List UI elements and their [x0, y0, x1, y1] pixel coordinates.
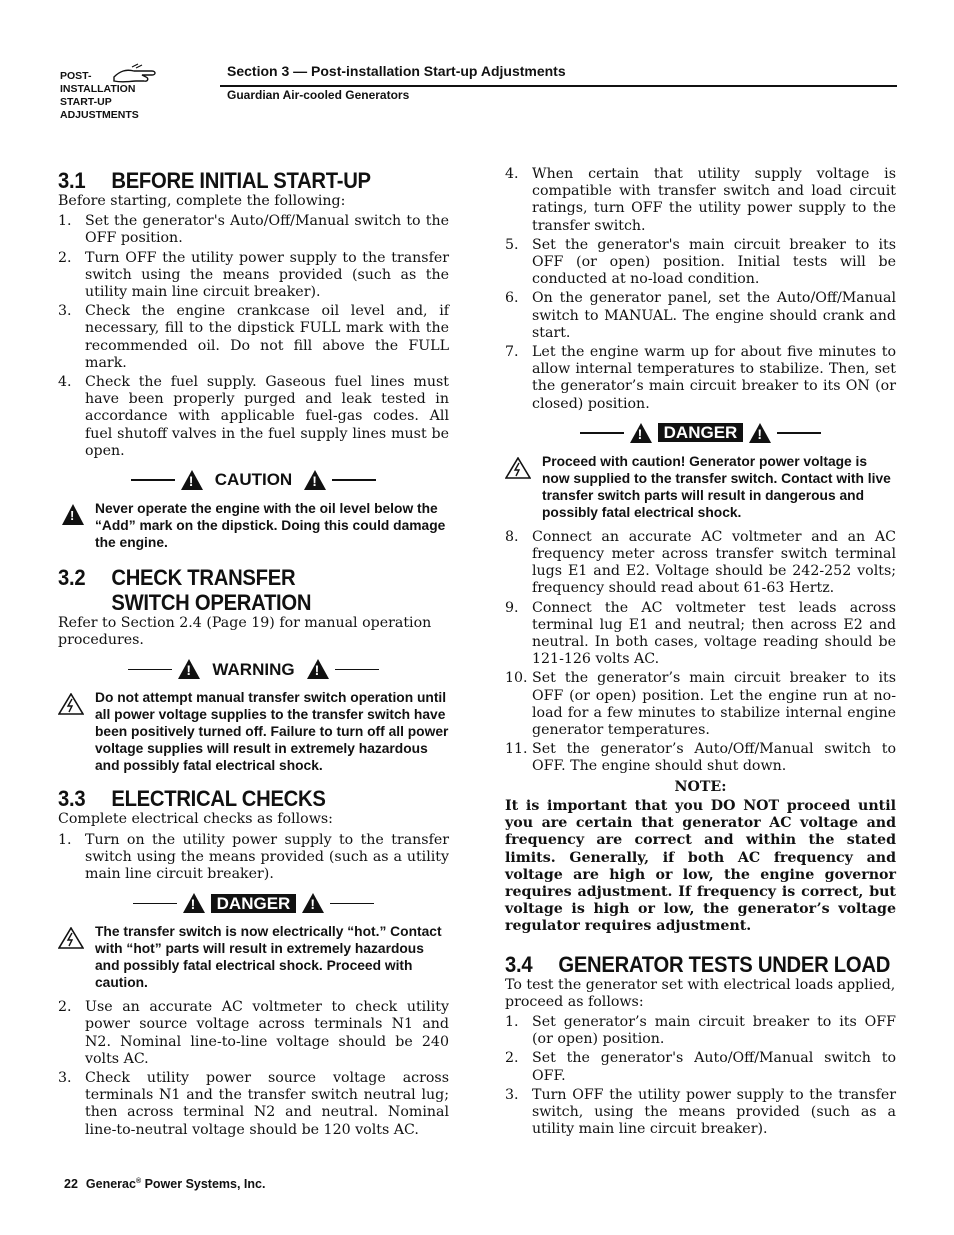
- list-item: 11. Set the generator’s Auto/Off/Manual switch to OFF. The engine should shut down.: [505, 741, 896, 775]
- list-item: 3. Check utility power source voltage across terminals N1 and the transfer switch neutral lug; then across terminal N2 and neutral. Nominal line-to-neutral voltage should be 120 volts AC.: [58, 1070, 449, 1138]
- warning-triangle-icon: [304, 470, 326, 490]
- header-divider: [220, 85, 897, 87]
- corner-tag-line: INSTALLATION: [60, 83, 136, 95]
- warning-triangle-icon: [181, 470, 203, 490]
- warning-label: WARNING: [212, 659, 295, 679]
- list-item: 2. Set the generator's Auto/Off/Manual switch to OFF.: [505, 1050, 896, 1084]
- caution-banner: [58, 466, 449, 494]
- steps-3-4: [505, 1014, 896, 1138]
- danger-message: The transfer switch is now electrically “hot.” Contact with “hot” parts will result in extremely hazardous and possibly fatal electrical shock. Proceed with caution.: [58, 923, 449, 991]
- list-item: 3. Turn OFF the utility power supply to the transfer switch, using the means provided (such as a utility main line circuit breaker).: [505, 1086, 896, 1138]
- list-item: 4. Check the fuel supply. Gaseous fuel lines must have been properly purged and leak tested in accordance with applicable fuel-gas codes. All fuel shutoff valves in the fuel supply lines must be open.: [58, 374, 449, 459]
- list-item: 3. Check the engine crankcase oil level and, if necessary, fill to the dipstick FULL mark with the recommended oil. Do not fill above the FULL mark.: [58, 303, 449, 371]
- corner-tag-line: START-UP: [60, 96, 112, 108]
- warning-triangle-icon: [749, 423, 771, 443]
- danger-label: DANGER: [658, 423, 744, 442]
- list-item: 10. Set the generator’s main circuit breaker to its OFF (or open) position. Let the engine run at no-load for a few minutes to stabilize internal engine generator temperatures.: [505, 670, 896, 739]
- heading-3-2: 3.2 CHECK TRANSFER SWITCH OPERATION: [58, 565, 312, 616]
- steps-3-3-c: [505, 166, 896, 413]
- intro-3-3: Complete electrical checks as follows:: [58, 811, 333, 828]
- steps-3-1: [58, 213, 449, 460]
- danger-label: DANGER: [211, 894, 297, 913]
- danger-banner: [58, 889, 449, 917]
- corner-tag-line: ADJUSTMENTS: [60, 109, 139, 121]
- warning-triangle-icon: [302, 893, 324, 913]
- note-body: It is important that you DO NOT proceed until you are certain that generator AC voltage and frequency are correct and within the stated limits. Generally, if both AC frequency and voltage are high or low, the engine governor requires adjustment. If frequency is correct, but voltage is high or low, the generator’s voltage regulator requires adjustment.: [505, 797, 896, 935]
- caution-message: ! Never operate the engine with the oil level below the “Add” mark on the dipstick. Doing this could damage the engine.: [58, 500, 449, 551]
- warning-triangle-icon: [630, 423, 652, 443]
- intro-3-4: To test the generator set with electrical loads applied, proceed as follows:: [505, 976, 896, 1010]
- heading-3-4: 3.4 GENERATOR TESTS UNDER LOAD: [505, 951, 891, 977]
- intro-3-1: Before starting, complete the following:: [58, 193, 346, 209]
- warning-triangle-icon: [178, 659, 200, 679]
- list-item: 2. Use an accurate AC voltmeter to check utility power source voltage across terminals N1 and N2. Nominal line-to-line voltage should be 240 volts AC.: [58, 999, 449, 1067]
- corner-tag-line: POST-: [60, 70, 92, 82]
- electrical-hazard-icon: [58, 927, 84, 949]
- list-item: 7. Let the engine warm up for about five minutes to allow internal temperatures to stabilize. Then, set the generator’s main circuit breaker to its ON (or closed) position.: [505, 344, 896, 412]
- intro-3-2: Refer to Section 2.4 (Page 19) for manual operation procedures.: [58, 615, 432, 649]
- section-title: Section 3 — Post-installation Start-up Adjustments: [227, 63, 566, 79]
- list-item: 9. Connect the AC voltmeter test leads across terminal lug E1 and neutral; then across E2 and neutral. In both cases, voltage reading should be 121-126 volts AC.: [505, 599, 896, 668]
- electrical-hazard-icon: [505, 457, 531, 479]
- list-item: 1. Set generator’s main circuit breaker to its OFF (or open) position.: [505, 1013, 896, 1048]
- steps-3-3-b: [58, 999, 449, 1139]
- caution-label: CAUTION: [214, 470, 293, 490]
- heading-3-3: 3.3 ELECTRICAL CHECKS: [58, 786, 326, 812]
- company-name: Generac: [85, 1177, 136, 1191]
- list-item: 8. Connect an accurate AC voltmeter and an AC frequency meter across transfer switch terminal lugs E1 and E2. Voltage should be 242-252 volts; frequency should read about 61-63 Hertz.: [505, 528, 896, 597]
- steps-3-3-a: [58, 832, 449, 884]
- pointing-hand-icon: [112, 63, 160, 85]
- list-item: 1. Set the generator's Auto/Off/Manual switch to the OFF position.: [58, 213, 449, 247]
- right-column: [505, 166, 896, 1140]
- warning-banner: [58, 655, 449, 683]
- warning-triangle-icon: [62, 504, 84, 525]
- list-item: 6. On the generator panel, set the Auto/Off/Manual switch to MANUAL. The engine should crank and start.: [505, 290, 896, 341]
- page-footer: [64, 1177, 265, 1191]
- steps-3-3-d: [505, 529, 896, 776]
- danger-message: Proceed with caution! Generator power voltage is now supplied to the transfer switch. Contact with live transfer switch parts will result in dangerous and possibly fatal electrical shock.: [505, 453, 896, 521]
- note-title: NOTE:: [674, 778, 727, 795]
- warning-triangle-icon: [183, 893, 205, 913]
- electrical-hazard-icon: [58, 693, 84, 715]
- section-subtitle: Guardian Air-cooled Generators: [227, 88, 410, 102]
- heading-3-1: 3.1 BEFORE INITIAL START-UP: [58, 168, 371, 193]
- warning-triangle-icon: [307, 659, 329, 679]
- warning-message: Do not attempt manual transfer switch operation until all power voltage supplies to the transfer switch have been positively turned off. Failure to turn off all power voltage supplies will result in extremely hazardous and possibly fatal electrical shock.: [58, 689, 449, 774]
- list-item: 5. Set the generator's main circuit breaker to its OFF (or open) position. Initial tests will be conducted at no-load condition.: [505, 236, 896, 288]
- registered-mark: ®: [135, 1177, 142, 1185]
- list-item: 2. Turn OFF the utility power supply to the transfer switch using the means provided (such as the utility main line circuit breaker).: [58, 249, 449, 301]
- list-item: 4. When certain that utility supply voltage is compatible with transfer switch and load circuit ratings, turn OFF the utility power supply to the transfer switch.: [505, 166, 896, 234]
- list-item: 1. Turn on the utility power supply to the transfer switch using the means provided (such as a utility main line circuit breaker).: [58, 831, 449, 883]
- danger-banner: [505, 419, 896, 447]
- left-column: [58, 168, 449, 1141]
- company-name-rest: Power Systems, Inc.: [141, 1177, 266, 1191]
- page-number: 22: [64, 1177, 78, 1191]
